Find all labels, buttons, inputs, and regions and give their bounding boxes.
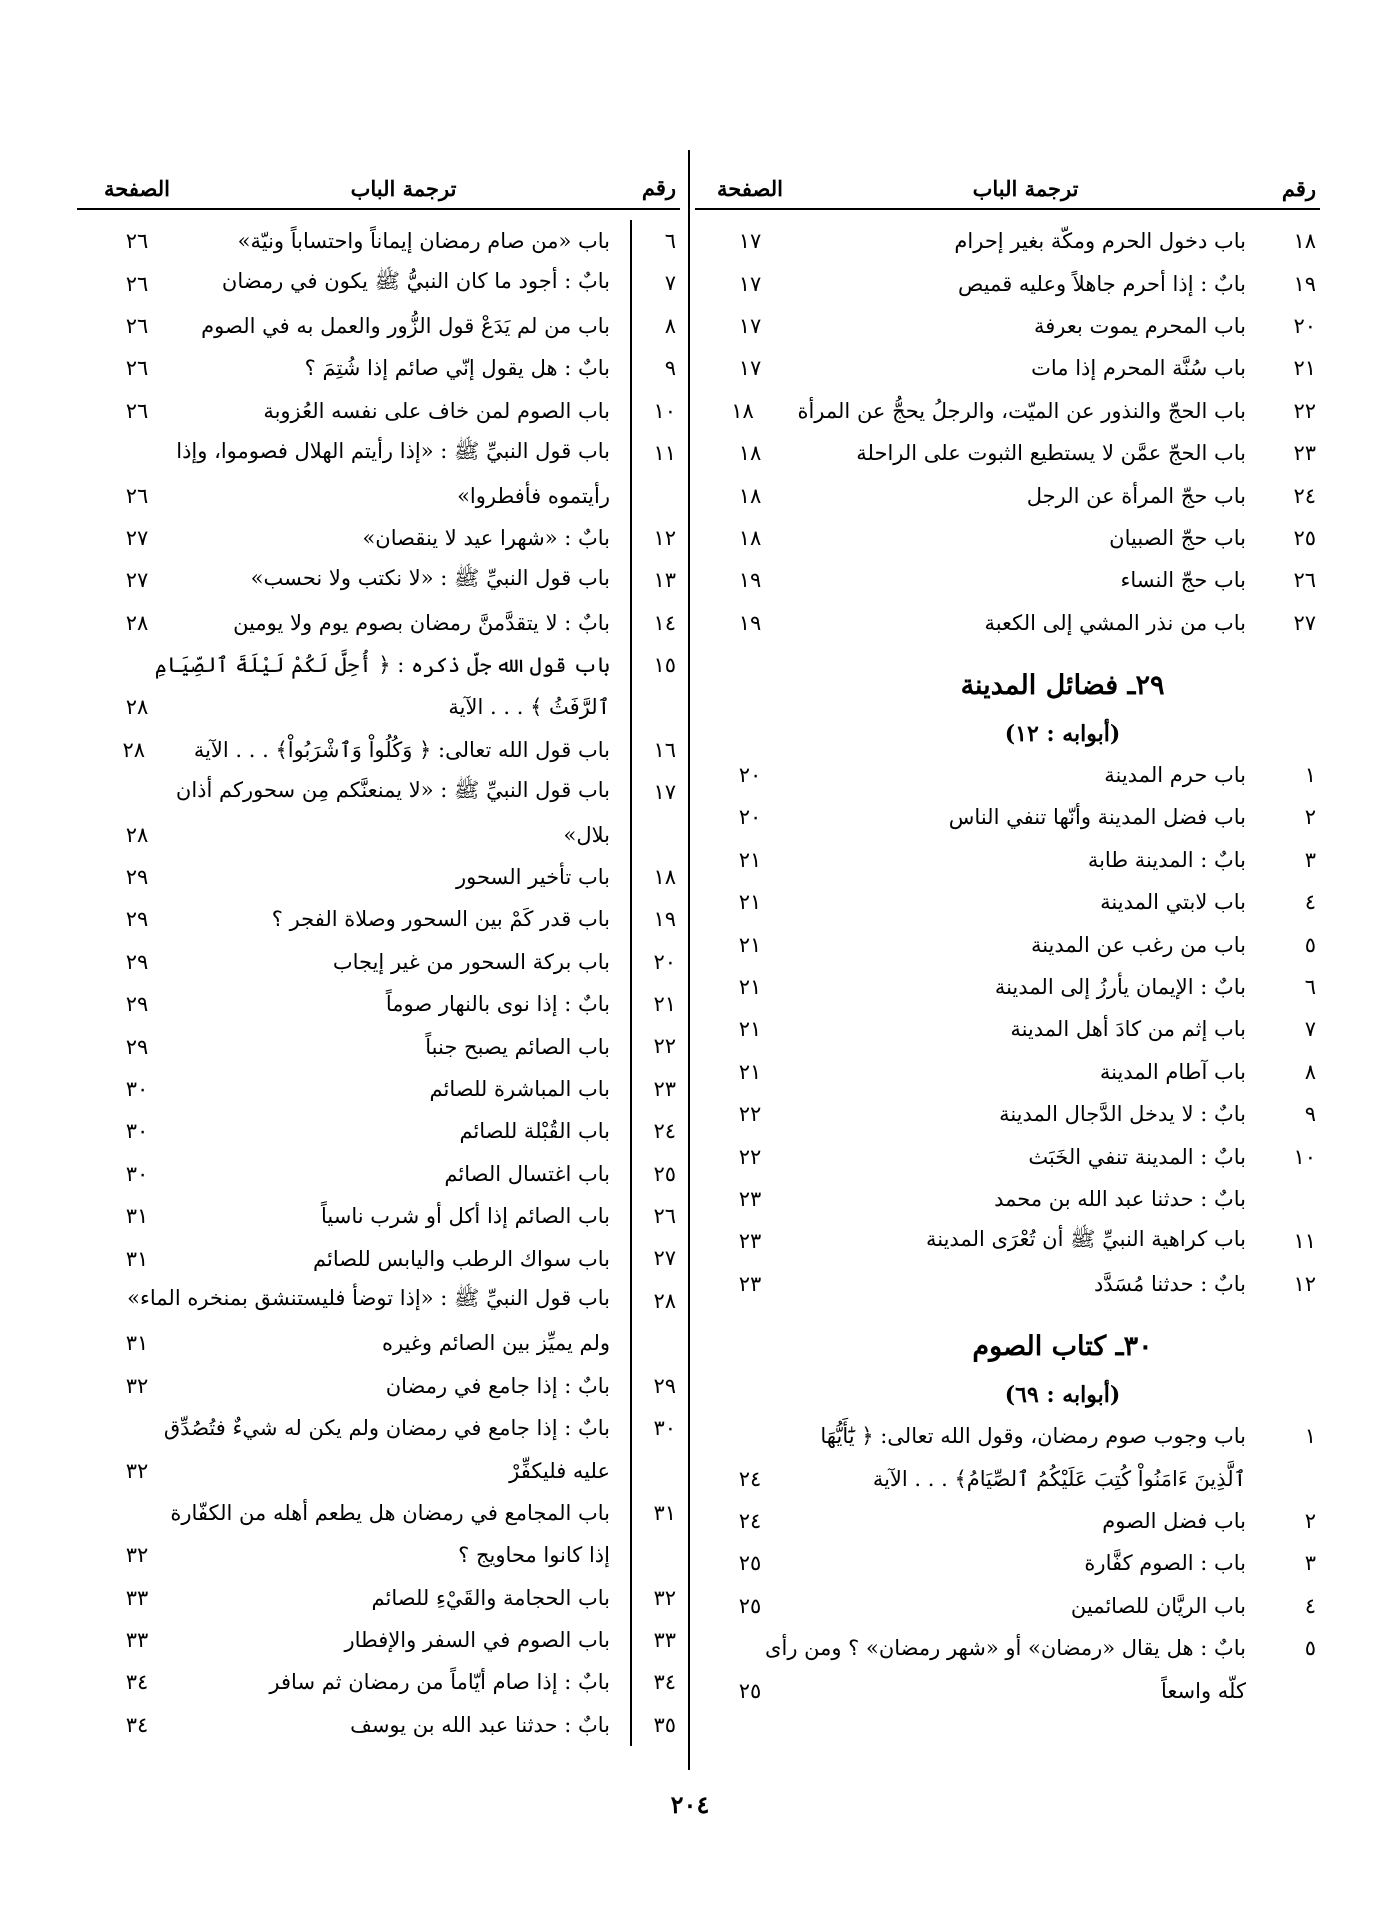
table-row [695,220,1320,262]
chapter-page: ٢٩ [125,865,149,890]
chapter-page: ٢٥ [738,1551,762,1576]
chapter-page: ٣٤ [125,1670,149,1695]
chapter-number: ٤ [1304,890,1316,915]
chapter-page: ٣٣ [125,1585,149,1610]
chapter-number: ٣ [1304,847,1316,872]
chapter-title: باب القُبْلة للصائم [459,1119,610,1144]
chapter-page: ٢٣ [738,1187,762,1211]
chapter-title: باب دخول الحرم ومكّة بغير إحرام [954,229,1246,254]
chapter-title: باب اغتسال الصائم [444,1161,610,1186]
table-row [77,1025,680,1067]
table-row [695,1008,1320,1050]
chapter-title: بابٌ : هل يقال «رمضان» أو «شهر رمضان» ؟ ومن رأى [765,1636,1246,1661]
chapter-page: ٢١ [738,890,762,915]
table-row [77,1068,680,1110]
header-number: رقم [641,174,676,200]
table-row [695,262,1320,304]
table-header [695,168,1320,208]
chapter-page: ٢٢ [738,1102,762,1127]
table-row [695,1585,1320,1627]
table-row [695,923,1320,965]
chapter-number: ١٢ [630,517,680,559]
header-page: الصفحة [717,175,783,201]
chapter-number: ٥ [1304,932,1316,957]
chapter-number: ٩ [630,347,680,389]
table-row [695,1051,1320,1093]
table-row [695,881,1320,923]
table-row [77,729,680,771]
chapter-title: بابٌ : حدثنا مُسَدَّد [1093,1271,1246,1296]
chapter-page: ١٨ [738,525,762,550]
table-row [77,1153,680,1195]
table-row [695,1220,1320,1262]
table-row [695,1415,1320,1457]
header-rule [695,208,1320,210]
chapter-title: رأيتموه فأفطروا» [457,483,610,508]
chapter-number: ١٦ [630,729,680,771]
chapter-page: ٢٦ [125,313,149,338]
table-row [77,1619,680,1661]
chapter-number [630,1449,680,1491]
table-row [77,1280,680,1322]
chapter-page: ٢٨ [125,695,149,720]
chapter-title: بابٌ : لا يدخل الدَّجال المدينة [999,1102,1246,1127]
chapter-title: باب فضل المدينة وأنّها تنفي الناس [948,805,1246,830]
chapter-page: ٢١ [738,975,762,1000]
chapter-page: ٢٨ [125,822,149,847]
chapter-page: ٢٨ [122,737,146,762]
chapter-title: باب فضل الصوم [1102,1508,1246,1533]
chapter-title: بابٌ : المدينة طابة [1087,847,1246,872]
table-row [695,602,1320,644]
chapter-page: ٢١ [738,1017,762,1042]
chapter-page: ٣٠ [125,1161,149,1186]
chapter-number: ٢ [1304,805,1316,830]
table-row [77,983,680,1025]
chapter-title: باب الحجّ والنذور عن الميّت، والرجلُ يحجُّ عن المرأة [797,398,1246,423]
chapter-number: ١٧ [630,771,680,813]
chapter-page: ٢٢ [738,1144,762,1169]
chapter-page: ١٨ [731,398,754,423]
chapter-number: ١١ [630,432,680,474]
chapter-title: بابٌ : المدينة تنفي الخَبَث [1028,1144,1246,1169]
chapter-title: باب المباشرة للصائم [429,1077,610,1101]
table-row [695,347,1320,389]
chapter-title: باب قول النبيِّ ﷺ : «إذا توضأ فليستنشق بمنخره الماء» [127,1286,610,1311]
table-row [77,1322,680,1364]
chapter-page: ٢٧ [125,568,149,593]
chapter-page: ٣٣ [125,1628,149,1653]
chapter-title: بابٌ : حدثنا عبد الله بن محمد [994,1187,1246,1211]
table-row [77,941,680,983]
chapter-title: باب تأخير السحور [455,865,610,890]
chapter-number: ٣٠ [630,1407,680,1449]
chapter-number: ٨ [630,305,680,347]
chapter-number: ١٨ [630,856,680,898]
chapter-title: باب الحجامة والقَيْءِ للصائم [371,1585,610,1610]
chapter-number: ٢٢ [630,1025,680,1067]
chapter-number: ٢٣ [630,1068,680,1110]
table-row [77,1365,680,1407]
chapter-title: بابٌ : حدثنا عبد الله بن يوسف [350,1712,610,1737]
chapter-title: بابٌ : هل يقول إنّي صائم إذا شُتِمَ ؟ [304,356,610,381]
table-row [77,602,680,644]
chapter-number: ٢٠ [630,941,680,983]
chapter-number: ٣٥ [630,1704,680,1746]
chapter-title: بابٌ : إذا أحرم جاهلاً وعليه قميص [957,271,1246,296]
chapter-title: بابٌ : إذا صام أيّاماً من رمضان ثم سافر [269,1670,610,1695]
chapter-page: ٢٧ [125,525,149,550]
chapter-title: بابٌ : إذا نوى بالنهار صوماً [385,992,610,1017]
chapter-page: ٣١ [125,1331,149,1356]
table-row [695,474,1320,516]
table-row [695,1263,1320,1305]
chapter-page: ١٨ [738,483,762,508]
table-row [77,1449,680,1491]
chapter-number: ٧ [630,262,680,304]
chapter-title: بابٌ : «شهرا عيد لا ينقصان» [362,525,610,550]
chapter-title: بابٌ : إذا جامع في رمضان [385,1373,610,1398]
chapter-number: ٤ [1304,1593,1316,1618]
header-rule [77,208,680,210]
chapter-title: إذا كانوا محاويج ؟ [458,1543,610,1568]
table-row [77,1577,680,1619]
chapter-title: باب قول النبيِّ ﷺ : «إذا رأيتم الهلال فصوموا، وإذا [176,438,610,463]
table-row [77,559,680,601]
section-sawm [695,1319,1320,1415]
chapter-number: ١٠ [1293,1144,1316,1169]
chapter-page: ١٩ [738,568,762,593]
chapter-number: ٢٦ [1293,568,1316,593]
section-count: (أبوابه : ١٢) [1004,720,1121,747]
chapter-title: باب قول الله تعالى: ﴿ وَكُلُواْ وَٱشْرَبُواْ﴾ . . . الآية [193,737,610,762]
chapter-number: ١٠ [630,390,680,432]
table-row [77,686,680,728]
chapter-page: ٣١ [125,1246,149,1271]
table-row [77,432,680,474]
chapter-number: ١٩ [630,898,680,940]
table-row [695,966,1320,1008]
table-row [77,1237,680,1279]
table-row [77,1110,680,1152]
table-row [695,1457,1320,1499]
chapter-title: باب حجّ النساء [1120,568,1246,593]
chapter-page: ٢٠ [738,805,762,830]
chapter-number [630,474,680,516]
table-row [77,644,680,686]
table-row [77,1492,680,1534]
table-row [695,754,1320,796]
right-rows-bottom [695,1415,1320,1712]
table-row [695,1627,1320,1669]
chapter-page: ١٧ [738,271,762,296]
table-row [77,390,680,432]
chapter-number: ٢٤ [630,1110,680,1152]
chapter-title: باب حجّ المرأة عن الرجل [1026,483,1246,508]
header-title: ترجمة الباب [350,175,457,201]
chapter-title: ٱلرَّفَثُ ﴾ . . . الآية [448,695,610,720]
table-row [695,796,1320,838]
table-row [695,1669,1320,1711]
right-rows-mid [695,754,1320,1305]
chapter-number: ٥ [1304,1636,1316,1661]
table-row [77,517,680,559]
chapter-number [630,686,680,728]
section-title: ٢٩ـ فضائل المدينة [960,670,1165,702]
chapter-page: ٢٠ [738,763,762,788]
chapter-number: ٢٧ [1293,610,1316,635]
chapter-number: ٢٧ [630,1237,680,1279]
chapter-number: ٢٥ [630,1153,680,1195]
chapter-number: ٢٢ [1293,398,1316,423]
chapter-number: ٣٣ [630,1619,680,1661]
chapter-title: باب قدر كَمْ بين السحور وصلاة الفجر ؟ [271,907,610,932]
chapter-title: باب لابتي المدينة [1100,890,1246,915]
chapter-title: باب «من صام رمضان إيماناً واحتساباً ونيّة» [237,229,610,254]
chapter-page: ٣٢ [125,1458,149,1483]
chapter-number: ٨ [1304,1059,1316,1084]
chapter-page: ٢٤ [738,1466,762,1491]
chapter-number: ٢١ [630,983,680,1025]
table-row [77,220,680,262]
right-column [695,168,1320,1712]
chapter-title: باب المجامع في رمضان هل يطعم أهله من الكفّارة [170,1500,610,1525]
chapter-title: بلال» [563,822,610,847]
chapter-page: ٢٣ [738,1229,762,1254]
chapter-page: ٢٦ [125,271,149,296]
chapter-page: ٢٩ [125,1034,149,1059]
chapter-page: ١٧ [738,229,762,254]
chapter-title: باب من رغب عن المدينة [1030,932,1246,957]
chapter-number: ٩ [1304,1102,1316,1127]
page-number: ٢٠٤ [670,1790,710,1819]
chapter-page: ٢٦ [125,483,149,508]
chapter-title: باب بركة السحور من غير إيجاب [332,949,610,974]
table-row [77,856,680,898]
chapter-number: ١٢ [1293,1271,1316,1296]
chapter-page: ٢١ [738,1059,762,1084]
table-row [77,1407,680,1449]
table-row [695,517,1320,559]
header-title: ترجمة الباب [972,175,1079,201]
chapter-number [630,1534,680,1576]
chapter-number: ١٩ [1293,271,1316,296]
table-row [77,347,680,389]
chapter-title: باب الصوم في السفر والإفطار [344,1628,610,1653]
chapter-page: ٢٨ [125,610,149,635]
chapter-title: بابٌ : لا يتقدَّمنَّ رمضان بصوم يوم ولا يومين [233,610,610,635]
chapter-title: كلّه واسعاً [1161,1678,1246,1703]
table-row [77,898,680,940]
table-row [695,432,1320,474]
chapter-number: ٢٤ [1293,483,1316,508]
table-row [77,1195,680,1237]
chapter-title: ٱلَّذِينَ ءَامَنُواْ كُتِبَ عَلَيْكُمُ ٱلصِّيَامُ﴾ . . . الآية [872,1466,1246,1491]
chapter-number: ١ [1304,1424,1316,1449]
chapter-page: ٢٣ [738,1271,762,1296]
chapter-number: ٢٥ [1293,525,1316,550]
chapter-page: ١٧ [738,313,762,338]
chapter-number: ١٨ [1293,229,1316,254]
table-row [695,305,1320,347]
chapter-number: ٢١ [1293,356,1316,381]
chapter-title: باب إثم من كادَ أهل المدينة [1010,1017,1246,1042]
table-row [77,1704,680,1746]
chapter-title: باب الحجّ عمَّن لا يستطيع الثبوت على الراحلة [856,441,1246,466]
chapter-page: ٣٢ [125,1373,149,1398]
table-header [77,168,680,208]
section-madina [695,658,1320,754]
header-number: رقم [1281,175,1316,201]
chapter-page: ٣١ [125,1204,149,1229]
chapter-number: ٧ [1304,1017,1316,1042]
chapter-title: باب آطام المدينة [1099,1059,1246,1084]
chapter-number: ٢٠ [1293,313,1316,338]
left-rows [77,220,680,1746]
chapter-page: ٣٢ [125,1543,149,1568]
table-row [77,1534,680,1576]
right-rows-top [695,220,1320,644]
table-row [77,305,680,347]
table-row [77,813,680,855]
table-row [695,1500,1320,1542]
chapter-number: ٦ [630,220,680,262]
chapter-title: باب كراهية النبيِّ ﷺ أن تُعْرَى المدينة [925,1226,1246,1251]
header-page: الصفحة [104,175,170,201]
left-column [77,168,680,1746]
chapter-number [630,1322,680,1364]
chapter-number: ١٣ [630,559,680,601]
chapter-title: باب الصوم لمن خاف على نفسه العُزوبة [263,398,610,423]
chapter-title: باب الريَّان للصائمين [1070,1593,1246,1618]
chapter-page: ٣٠ [125,1119,149,1144]
table-row [695,839,1320,881]
chapter-title: بابٌ : أجود ما كان النبيُّ ﷺ يكون في رمضان [221,269,610,294]
chapter-title: بابٌ : إذا جامع في رمضان ولم يكن له شيءٌ فتُصُدِّق [163,1416,610,1441]
table-row [695,1542,1320,1584]
chapter-title: باب حجّ الصبيان [1109,525,1246,550]
chapter-number: ١١ [1293,1229,1316,1254]
chapter-title: باب الصائم يصبح جنباً [425,1034,610,1059]
chapter-title: بابٌ : الإيمان يأرزُ إلى المدينة [994,975,1246,1000]
chapter-number: ١ [1304,763,1316,788]
chapter-page: ٢٥ [738,1593,762,1618]
chapter-page: ٢٩ [125,907,149,932]
chapter-number: ١٥ [630,644,680,686]
chapter-number: ٢٩ [630,1365,680,1407]
chapter-title: باب وجوب صوم رمضان، وقول الله تعالى: ﴿ يَٰٓأَيُّهَا [820,1424,1246,1449]
chapter-page: ٢٦ [125,229,149,254]
chapter-title: باب حرم المدينة [1104,763,1246,788]
chapter-page: ١٧ [738,356,762,381]
table-row [695,559,1320,601]
chapter-number: ٣٤ [630,1661,680,1703]
chapter-page: ٣٠ [125,1077,149,1101]
chapter-title: باب قول الله جلّ ذكره : ﴿ أُحِلَّ لَكُمْ لَيْلَةَ ٱلصِّيَامِ [154,653,610,678]
chapter-number: ٢٦ [630,1195,680,1237]
table-row [77,262,680,304]
chapter-page: ٢٦ [125,356,149,381]
table-row [695,1093,1320,1135]
chapter-title: باب من نذر المشي إلى الكعبة [984,610,1246,635]
chapter-page: ٢٩ [125,992,149,1017]
chapter-page: ٢٤ [738,1508,762,1533]
chapter-number [630,813,680,855]
chapter-title: باب المحرم يموت بعرفة [1033,313,1246,338]
chapter-page: ٢٦ [125,398,149,423]
column-divider [688,150,690,1770]
chapter-page: ٢٥ [738,1678,762,1703]
chapter-title: ولم يميِّز بين الصائم وغيره [381,1331,610,1356]
chapter-number: ٢ [1304,1508,1316,1533]
chapter-title: باب سُنَّة المحرم إذا مات [1031,356,1246,381]
table-row [695,390,1320,432]
section-count: (أبوابه : ٦٩) [1004,1381,1121,1408]
table-row [77,474,680,516]
chapter-number: ٢٣ [1293,441,1316,466]
chapter-page: ١٩ [738,610,762,635]
chapter-title: باب : الصوم كفَّارة [1084,1551,1246,1576]
table-row [77,771,680,813]
chapter-number: ٦ [1304,975,1316,1000]
chapter-title: باب قول النبيِّ ﷺ : «لا نكتب ولا نحسب» [250,565,610,590]
chapter-title: باب الصائم إذا أكل أو شرب ناسياً [321,1204,610,1229]
table-row [77,1661,680,1703]
chapter-title: باب سواك الرطب واليابس للصائم [313,1246,610,1271]
chapter-page: ٢١ [738,932,762,957]
chapter-page: ٢١ [738,847,762,872]
chapter-title: باب قول النبيِّ ﷺ : «لا يمنعنَّكم مِن سحوركم أذان [175,777,610,802]
table-row [695,1178,1320,1220]
chapter-page: ١٨ [738,441,762,466]
section-title: ٣٠ـ كتاب الصوم [972,1331,1153,1363]
chapter-page: ٣٤ [125,1712,149,1737]
chapter-page: ٢٩ [125,949,149,974]
chapter-title: باب من لم يَدَعْ قول الزُّور والعمل به في الصوم [201,313,610,338]
chapter-number: ٣ [1304,1551,1316,1576]
chapter-number: ٣١ [630,1492,680,1534]
chapter-number: ١٤ [630,602,680,644]
chapter-number: ٢٨ [630,1280,680,1322]
chapter-number: ٣٢ [630,1577,680,1619]
table-row [695,1135,1320,1177]
chapter-title: عليه فليكفِّرْ [509,1458,610,1483]
